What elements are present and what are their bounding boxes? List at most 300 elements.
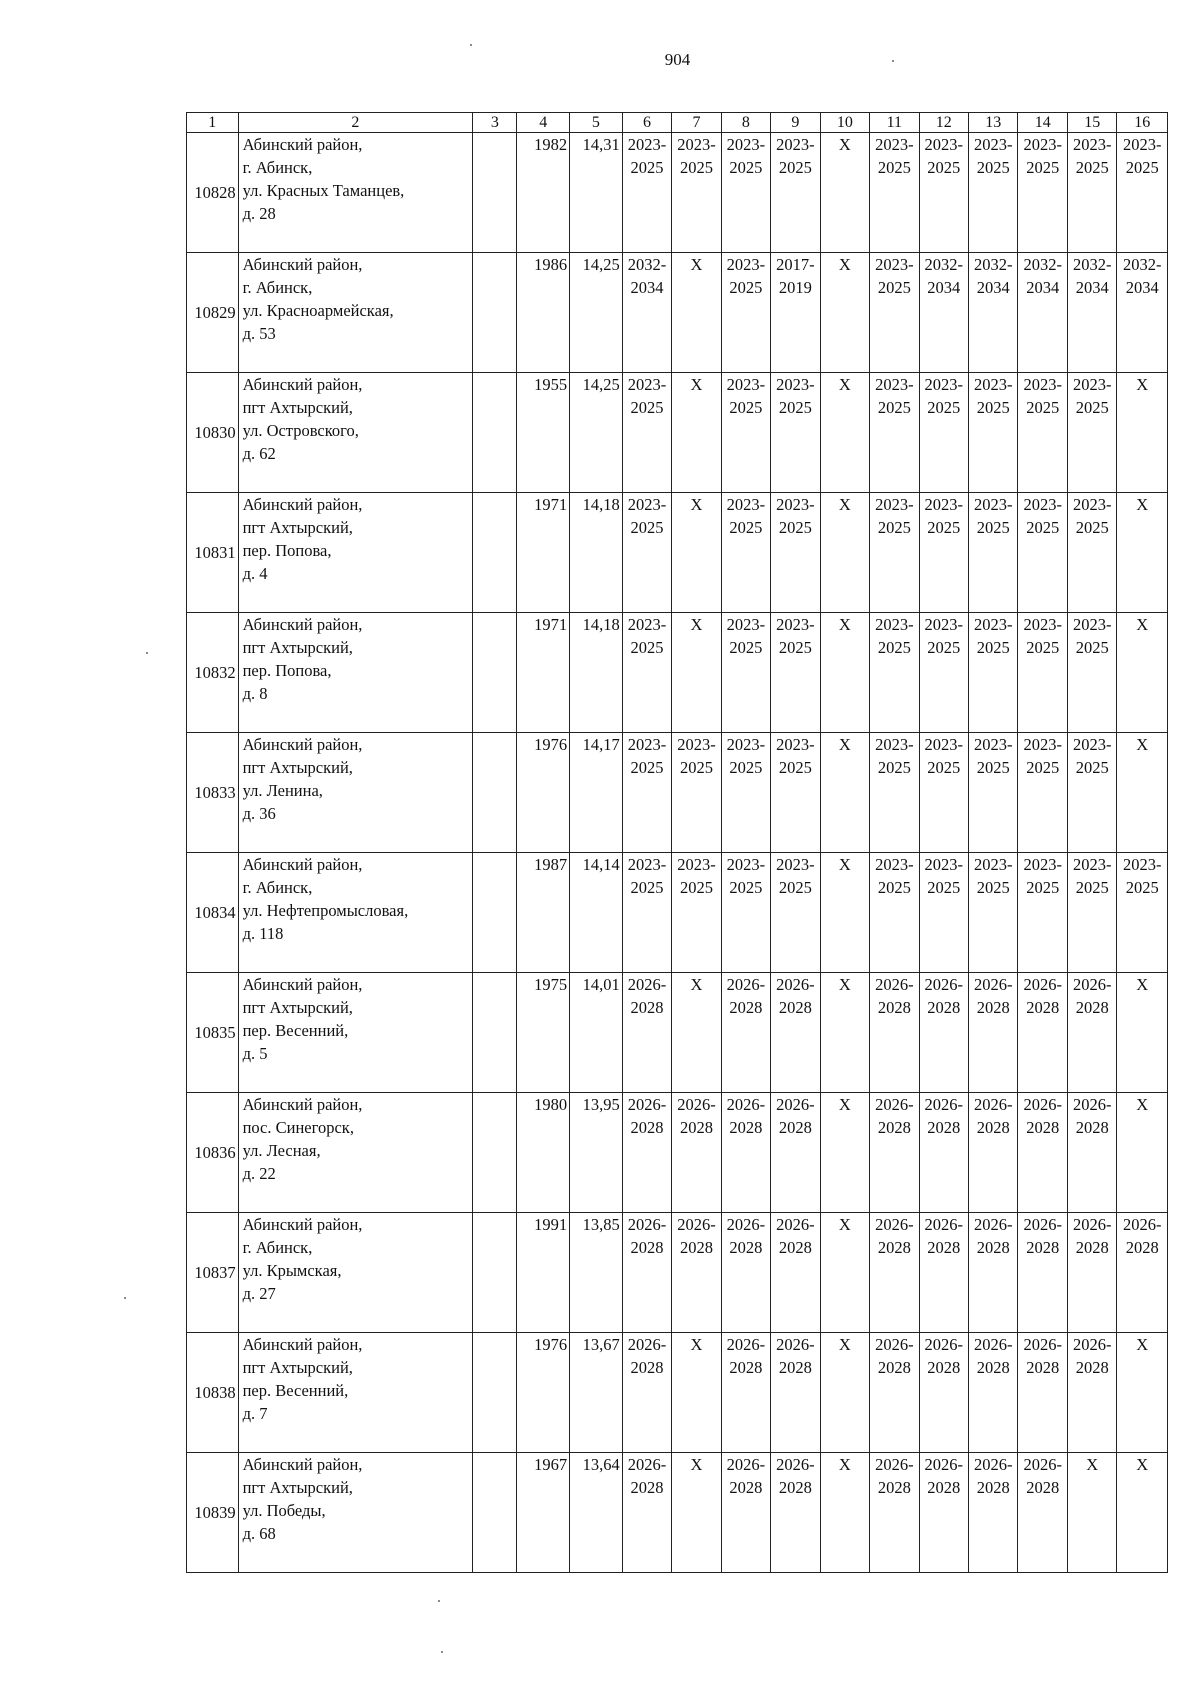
- address-line: Абинский район,: [242, 375, 363, 394]
- period-line: 2025: [877, 158, 911, 177]
- period-cell: [1018, 1453, 1067, 1573]
- period-cell: [1018, 373, 1067, 493]
- column-header: 3: [473, 113, 517, 133]
- period-line: 2025: [927, 638, 961, 657]
- period-line: 2026-: [726, 1215, 766, 1234]
- period-line: 2026-: [776, 1455, 815, 1474]
- page-number: 904: [664, 50, 691, 69]
- period-line: 2028: [630, 1238, 664, 1257]
- address-cell: [238, 253, 473, 373]
- address-line: пер. Весенний,: [242, 1381, 349, 1400]
- wear-cell: 13,85: [570, 1213, 623, 1333]
- period-cell: [721, 733, 770, 853]
- object-id-cell: 10837: [187, 1213, 239, 1333]
- period-line: 2023-: [875, 615, 914, 634]
- period-line: 2023-: [875, 135, 914, 154]
- object-id-cell: 10834: [187, 853, 239, 973]
- column-3-cell: [473, 1333, 517, 1453]
- period-cell: [721, 493, 770, 613]
- year-cell: 1971: [517, 493, 570, 613]
- period-line: 2025: [976, 398, 1010, 417]
- period-line: 2032-: [1122, 255, 1162, 274]
- column-3-cell: [473, 853, 517, 973]
- period-cell: [919, 493, 968, 613]
- column-header: 11: [870, 113, 919, 133]
- period-cell: [870, 1213, 919, 1333]
- address-line: д. 36: [242, 804, 276, 823]
- period-line: 2025: [976, 758, 1010, 777]
- scan-speck: [892, 60, 894, 62]
- period-cell: [870, 493, 919, 613]
- period-line: X: [1136, 375, 1149, 394]
- column-header: 16: [1117, 113, 1168, 133]
- object-id-cell: 10838: [187, 1333, 239, 1453]
- period-line: 2028: [1075, 1118, 1109, 1137]
- period-cell: [870, 253, 919, 373]
- period-cell: [771, 253, 820, 373]
- period-line: 2025: [976, 878, 1010, 897]
- wear-cell: 14,17: [570, 733, 623, 853]
- address-line: Абинский район,: [242, 1215, 363, 1234]
- period-cell: [672, 253, 721, 373]
- period-line: 2023-: [1072, 135, 1112, 154]
- period-cell: [771, 733, 820, 853]
- year-cell: 1986: [517, 253, 570, 373]
- address-line: Абинский район,: [242, 495, 363, 514]
- wear-cell: 13,95: [570, 1093, 623, 1213]
- period-cell: [969, 733, 1018, 853]
- period-cell: [771, 973, 820, 1093]
- period-line: 2028: [927, 998, 961, 1017]
- period-cell: [1067, 373, 1116, 493]
- period-line: 2028: [630, 1478, 664, 1497]
- period-line: 2023-: [875, 255, 914, 274]
- period-line: X: [838, 1335, 851, 1354]
- period-line: X: [838, 495, 851, 514]
- wear-cell: 14,31: [570, 133, 623, 253]
- column-3-cell: [473, 1453, 517, 1573]
- period-cell: [969, 493, 1018, 613]
- period-line: 2026-: [726, 1455, 766, 1474]
- period-cell: [1067, 1093, 1116, 1213]
- period-cell: [1117, 1213, 1168, 1333]
- period-cell: [672, 613, 721, 733]
- column-3-cell: [473, 1213, 517, 1333]
- period-cell: [820, 973, 869, 1093]
- period-line: 2025: [679, 158, 713, 177]
- period-line: 2026-: [875, 1215, 914, 1234]
- period-line: 2023-: [924, 855, 964, 874]
- address-line: пгт Ахтырский,: [242, 398, 353, 417]
- period-line: 2017-: [776, 255, 815, 274]
- period-cell: [771, 1213, 820, 1333]
- address-line: Абинский район,: [242, 615, 363, 634]
- table-row: [187, 373, 1168, 493]
- period-line: 2023-: [924, 615, 964, 634]
- period-line: 2028: [1026, 998, 1060, 1017]
- period-line: 2028: [1075, 1358, 1109, 1377]
- period-cell: [622, 853, 671, 973]
- period-cell: [1067, 1213, 1116, 1333]
- period-line: X: [838, 975, 851, 994]
- period-line: 2026-: [776, 1095, 815, 1114]
- period-cell: [969, 373, 1018, 493]
- period-line: 2025: [729, 398, 763, 417]
- period-line: X: [1136, 975, 1149, 994]
- period-line: 2026-: [1023, 1455, 1062, 1474]
- period-cell: [919, 253, 968, 373]
- year-cell: 1987: [517, 853, 570, 973]
- period-line: X: [838, 1455, 851, 1474]
- period-line: 2026-: [1023, 1215, 1062, 1234]
- period-line: 2026-: [627, 1335, 667, 1354]
- data-table: [186, 112, 1168, 1573]
- period-cell: [771, 853, 820, 973]
- period-line: 2023-: [627, 135, 667, 154]
- period-line: 2026-: [726, 1335, 766, 1354]
- column-header: 13: [969, 113, 1018, 133]
- period-line: 2025: [1026, 158, 1060, 177]
- period-cell: [1117, 973, 1168, 1093]
- period-line: 2026-: [974, 1335, 1013, 1354]
- column-header: 6: [622, 113, 671, 133]
- period-line: 2026-: [677, 1215, 716, 1234]
- address-cell: [238, 1093, 473, 1213]
- period-cell: [820, 253, 869, 373]
- period-line: 2025: [778, 758, 812, 777]
- address-line: ул. Красных Таманцев,: [242, 181, 405, 200]
- period-line: 2023-: [677, 735, 716, 754]
- address-line: д. 27: [242, 1284, 276, 1303]
- period-line: 2032-: [1072, 255, 1112, 274]
- period-line: 2025: [630, 518, 664, 537]
- period-cell: [870, 613, 919, 733]
- address-line: пгт Ахтырский,: [242, 1478, 353, 1497]
- address-line: Абинский район,: [242, 1335, 363, 1354]
- period-line: 2026-: [776, 1335, 815, 1354]
- period-line: 2026-: [924, 1335, 964, 1354]
- table-row: [187, 613, 1168, 733]
- period-line: 2025: [1075, 758, 1109, 777]
- column-3-cell: [473, 373, 517, 493]
- period-line: 2026-: [924, 1095, 964, 1114]
- address-line: д. 22: [242, 1164, 276, 1183]
- period-line: 2025: [1125, 878, 1159, 897]
- period-line: 2028: [927, 1358, 961, 1377]
- period-line: 2023-: [1072, 855, 1112, 874]
- period-line: X: [690, 1455, 703, 1474]
- column-3-cell: [473, 253, 517, 373]
- period-cell: [1018, 253, 1067, 373]
- period-cell: [870, 973, 919, 1093]
- period-cell: [1067, 493, 1116, 613]
- period-line: 2028: [679, 1118, 713, 1137]
- address-line: пер. Попова,: [242, 541, 332, 560]
- address-line: д. 5: [242, 1044, 268, 1063]
- period-line: 2025: [877, 278, 911, 297]
- period-line: 2026-: [1072, 1095, 1112, 1114]
- scan-speck: [470, 44, 472, 46]
- period-line: 2032-: [627, 255, 667, 274]
- period-line: 2028: [778, 1118, 812, 1137]
- period-line: 2028: [1026, 1118, 1060, 1137]
- address-line: г. Абинск,: [242, 878, 313, 897]
- period-line: 2028: [877, 1238, 911, 1257]
- year-cell: 1982: [517, 133, 570, 253]
- address-line: д. 28: [242, 204, 276, 223]
- period-line: 2023-: [627, 855, 667, 874]
- period-line: 2023-: [1122, 855, 1162, 874]
- period-line: 2026-: [627, 975, 667, 994]
- scan-speck: [124, 1297, 126, 1299]
- period-line: 2025: [1075, 398, 1109, 417]
- period-cell: [672, 1453, 721, 1573]
- scan-speck: [146, 652, 148, 654]
- period-cell: [969, 1093, 1018, 1213]
- period-line: 2023-: [1023, 495, 1062, 514]
- period-line: 2028: [976, 1358, 1010, 1377]
- period-cell: [1067, 253, 1116, 373]
- period-line: 2028: [729, 1358, 763, 1377]
- period-line: 2028: [1075, 998, 1109, 1017]
- period-cell: [1067, 853, 1116, 973]
- period-line: 2028: [976, 1478, 1010, 1497]
- period-line: 2025: [729, 158, 763, 177]
- period-line: 2023-: [726, 255, 766, 274]
- address-line: д. 68: [242, 1524, 276, 1543]
- table-row: [187, 1093, 1168, 1213]
- period-cell: [622, 1333, 671, 1453]
- period-line: 2026-: [776, 975, 815, 994]
- address-line: ул. Ленина,: [242, 781, 323, 800]
- period-line: 2026-: [875, 1455, 914, 1474]
- period-cell: [1018, 1333, 1067, 1453]
- wear-cell: 14,25: [570, 253, 623, 373]
- wear-cell: 13,64: [570, 1453, 623, 1573]
- period-cell: [1018, 853, 1067, 973]
- period-line: 2025: [630, 158, 664, 177]
- period-line: 2023-: [726, 735, 766, 754]
- column-3-cell: [473, 733, 517, 853]
- period-line: 2028: [729, 1238, 763, 1257]
- period-line: 2023-: [1072, 735, 1112, 754]
- column-header: 4: [517, 113, 570, 133]
- period-line: 2025: [976, 638, 1010, 657]
- period-cell: [672, 1093, 721, 1213]
- period-line: 2028: [1125, 1238, 1159, 1257]
- period-line: 2025: [778, 398, 812, 417]
- period-line: 2023-: [627, 375, 667, 394]
- period-cell: [721, 1213, 770, 1333]
- period-line: 2023-: [726, 375, 766, 394]
- period-line: 2023-: [776, 735, 815, 754]
- period-line: 2025: [630, 398, 664, 417]
- period-cell: [919, 1453, 968, 1573]
- period-cell: [622, 133, 671, 253]
- period-cell: [721, 613, 770, 733]
- period-line: 2028: [976, 998, 1010, 1017]
- address-cell: [238, 613, 473, 733]
- period-cell: [919, 1333, 968, 1453]
- period-line: 2023-: [924, 135, 964, 154]
- period-cell: [622, 613, 671, 733]
- period-line: 2028: [729, 998, 763, 1017]
- period-cell: [771, 1453, 820, 1573]
- period-cell: [721, 1333, 770, 1453]
- period-cell: [672, 1333, 721, 1453]
- period-cell: [721, 253, 770, 373]
- period-line: 2025: [1026, 638, 1060, 657]
- period-cell: [622, 493, 671, 613]
- period-line: 2023-: [776, 615, 815, 634]
- period-cell: [870, 1333, 919, 1453]
- period-line: 2028: [729, 1478, 763, 1497]
- period-line: 2026-: [974, 1455, 1013, 1474]
- period-cell: [1117, 1333, 1168, 1453]
- period-line: 2025: [778, 518, 812, 537]
- address-line: Абинский район,: [242, 975, 363, 994]
- period-cell: [672, 1213, 721, 1333]
- period-line: 2028: [877, 998, 911, 1017]
- period-line: 2023-: [1023, 855, 1062, 874]
- period-line: 2023-: [1072, 375, 1112, 394]
- column-header: 15: [1067, 113, 1116, 133]
- period-cell: [919, 1213, 968, 1333]
- period-cell: [969, 133, 1018, 253]
- period-line: 2026-: [924, 1215, 964, 1234]
- address-line: ул. Крымская,: [242, 1261, 342, 1280]
- table-row: [187, 853, 1168, 973]
- period-line: 2023-: [924, 375, 964, 394]
- column-header: 7: [672, 113, 721, 133]
- period-cell: [1117, 733, 1168, 853]
- scan-speck: [438, 1600, 440, 1602]
- period-line: 2028: [630, 1358, 664, 1377]
- period-line: 2023-: [1023, 615, 1062, 634]
- object-id-cell: 10830: [187, 373, 239, 493]
- period-cell: [969, 973, 1018, 1093]
- period-line: 2023-: [726, 615, 766, 634]
- address-line: пос. Синегорск,: [242, 1118, 354, 1137]
- year-cell: 1975: [517, 973, 570, 1093]
- period-line: 2019: [778, 278, 812, 297]
- period-line: 2025: [778, 878, 812, 897]
- address-cell: [238, 973, 473, 1093]
- period-cell: [919, 853, 968, 973]
- period-line: 2026-: [1122, 1215, 1162, 1234]
- period-cell: [919, 613, 968, 733]
- period-line: 2023-: [1023, 135, 1062, 154]
- period-cell: [622, 973, 671, 1093]
- period-line: X: [690, 495, 703, 514]
- header-row: [187, 113, 1168, 133]
- address-cell: [238, 1213, 473, 1333]
- address-cell: [238, 853, 473, 973]
- period-line: 2026-: [875, 1095, 914, 1114]
- period-line: 2025: [1075, 158, 1109, 177]
- address-line: Абинский район,: [242, 135, 363, 154]
- column-header: 10: [820, 113, 869, 133]
- period-line: 2034: [630, 278, 664, 297]
- period-line: X: [1136, 735, 1149, 754]
- period-line: 2026-: [974, 1095, 1013, 1114]
- period-line: X: [1136, 495, 1149, 514]
- period-line: X: [1136, 1335, 1149, 1354]
- period-line: 2025: [877, 398, 911, 417]
- period-line: X: [1086, 1455, 1099, 1474]
- column-header: 1: [187, 113, 239, 133]
- period-line: 2023-: [776, 855, 815, 874]
- period-cell: [1067, 973, 1116, 1093]
- period-line: 2025: [679, 758, 713, 777]
- period-line: 2028: [679, 1238, 713, 1257]
- period-line: 2028: [778, 1238, 812, 1257]
- period-line: 2025: [877, 518, 911, 537]
- period-cell: [1117, 1453, 1168, 1573]
- period-cell: [870, 733, 919, 853]
- period-line: 2023-: [1072, 495, 1112, 514]
- period-line: 2026-: [1023, 1095, 1062, 1114]
- period-line: 2025: [877, 758, 911, 777]
- period-cell: [919, 373, 968, 493]
- wear-cell: 14,14: [570, 853, 623, 973]
- period-line: X: [1136, 615, 1149, 634]
- period-line: 2023-: [974, 615, 1013, 634]
- period-cell: [721, 973, 770, 1093]
- period-cell: [820, 373, 869, 493]
- table-row: [187, 493, 1168, 613]
- period-cell: [1018, 1213, 1067, 1333]
- period-line: 2025: [630, 638, 664, 657]
- period-line: 2034: [1026, 278, 1060, 297]
- period-line: 2028: [1075, 1238, 1109, 1257]
- address-line: пер. Попова,: [242, 661, 332, 680]
- period-cell: [771, 613, 820, 733]
- object-id-cell: 10828: [187, 133, 239, 253]
- period-line: 2023-: [677, 135, 716, 154]
- period-line: 2026-: [974, 1215, 1013, 1234]
- period-cell: [771, 1333, 820, 1453]
- table-row: [187, 253, 1168, 373]
- period-cell: [820, 133, 869, 253]
- period-line: 2026-: [776, 1215, 815, 1234]
- period-line: X: [690, 375, 703, 394]
- period-line: 2028: [1026, 1238, 1060, 1257]
- period-line: 2025: [630, 758, 664, 777]
- period-line: 2023-: [875, 735, 914, 754]
- period-line: X: [1136, 1095, 1149, 1114]
- period-line: 2032-: [1023, 255, 1062, 274]
- period-line: 2023-: [776, 375, 815, 394]
- address-line: д. 118: [242, 924, 284, 943]
- period-cell: [721, 1453, 770, 1573]
- period-line: 2023-: [776, 135, 815, 154]
- column-header: 2: [238, 113, 473, 133]
- period-cell: [1018, 493, 1067, 613]
- period-cell: [1117, 853, 1168, 973]
- table-row: [187, 1213, 1168, 1333]
- scan-speck: [441, 1651, 443, 1653]
- period-line: 2028: [976, 1238, 1010, 1257]
- period-line: 2023-: [974, 495, 1013, 514]
- period-cell: [672, 853, 721, 973]
- period-cell: [672, 973, 721, 1093]
- period-cell: [1018, 613, 1067, 733]
- period-line: 2026-: [726, 1095, 766, 1114]
- period-line: 2023-: [627, 735, 667, 754]
- period-cell: [820, 733, 869, 853]
- period-line: 2023-: [677, 855, 716, 874]
